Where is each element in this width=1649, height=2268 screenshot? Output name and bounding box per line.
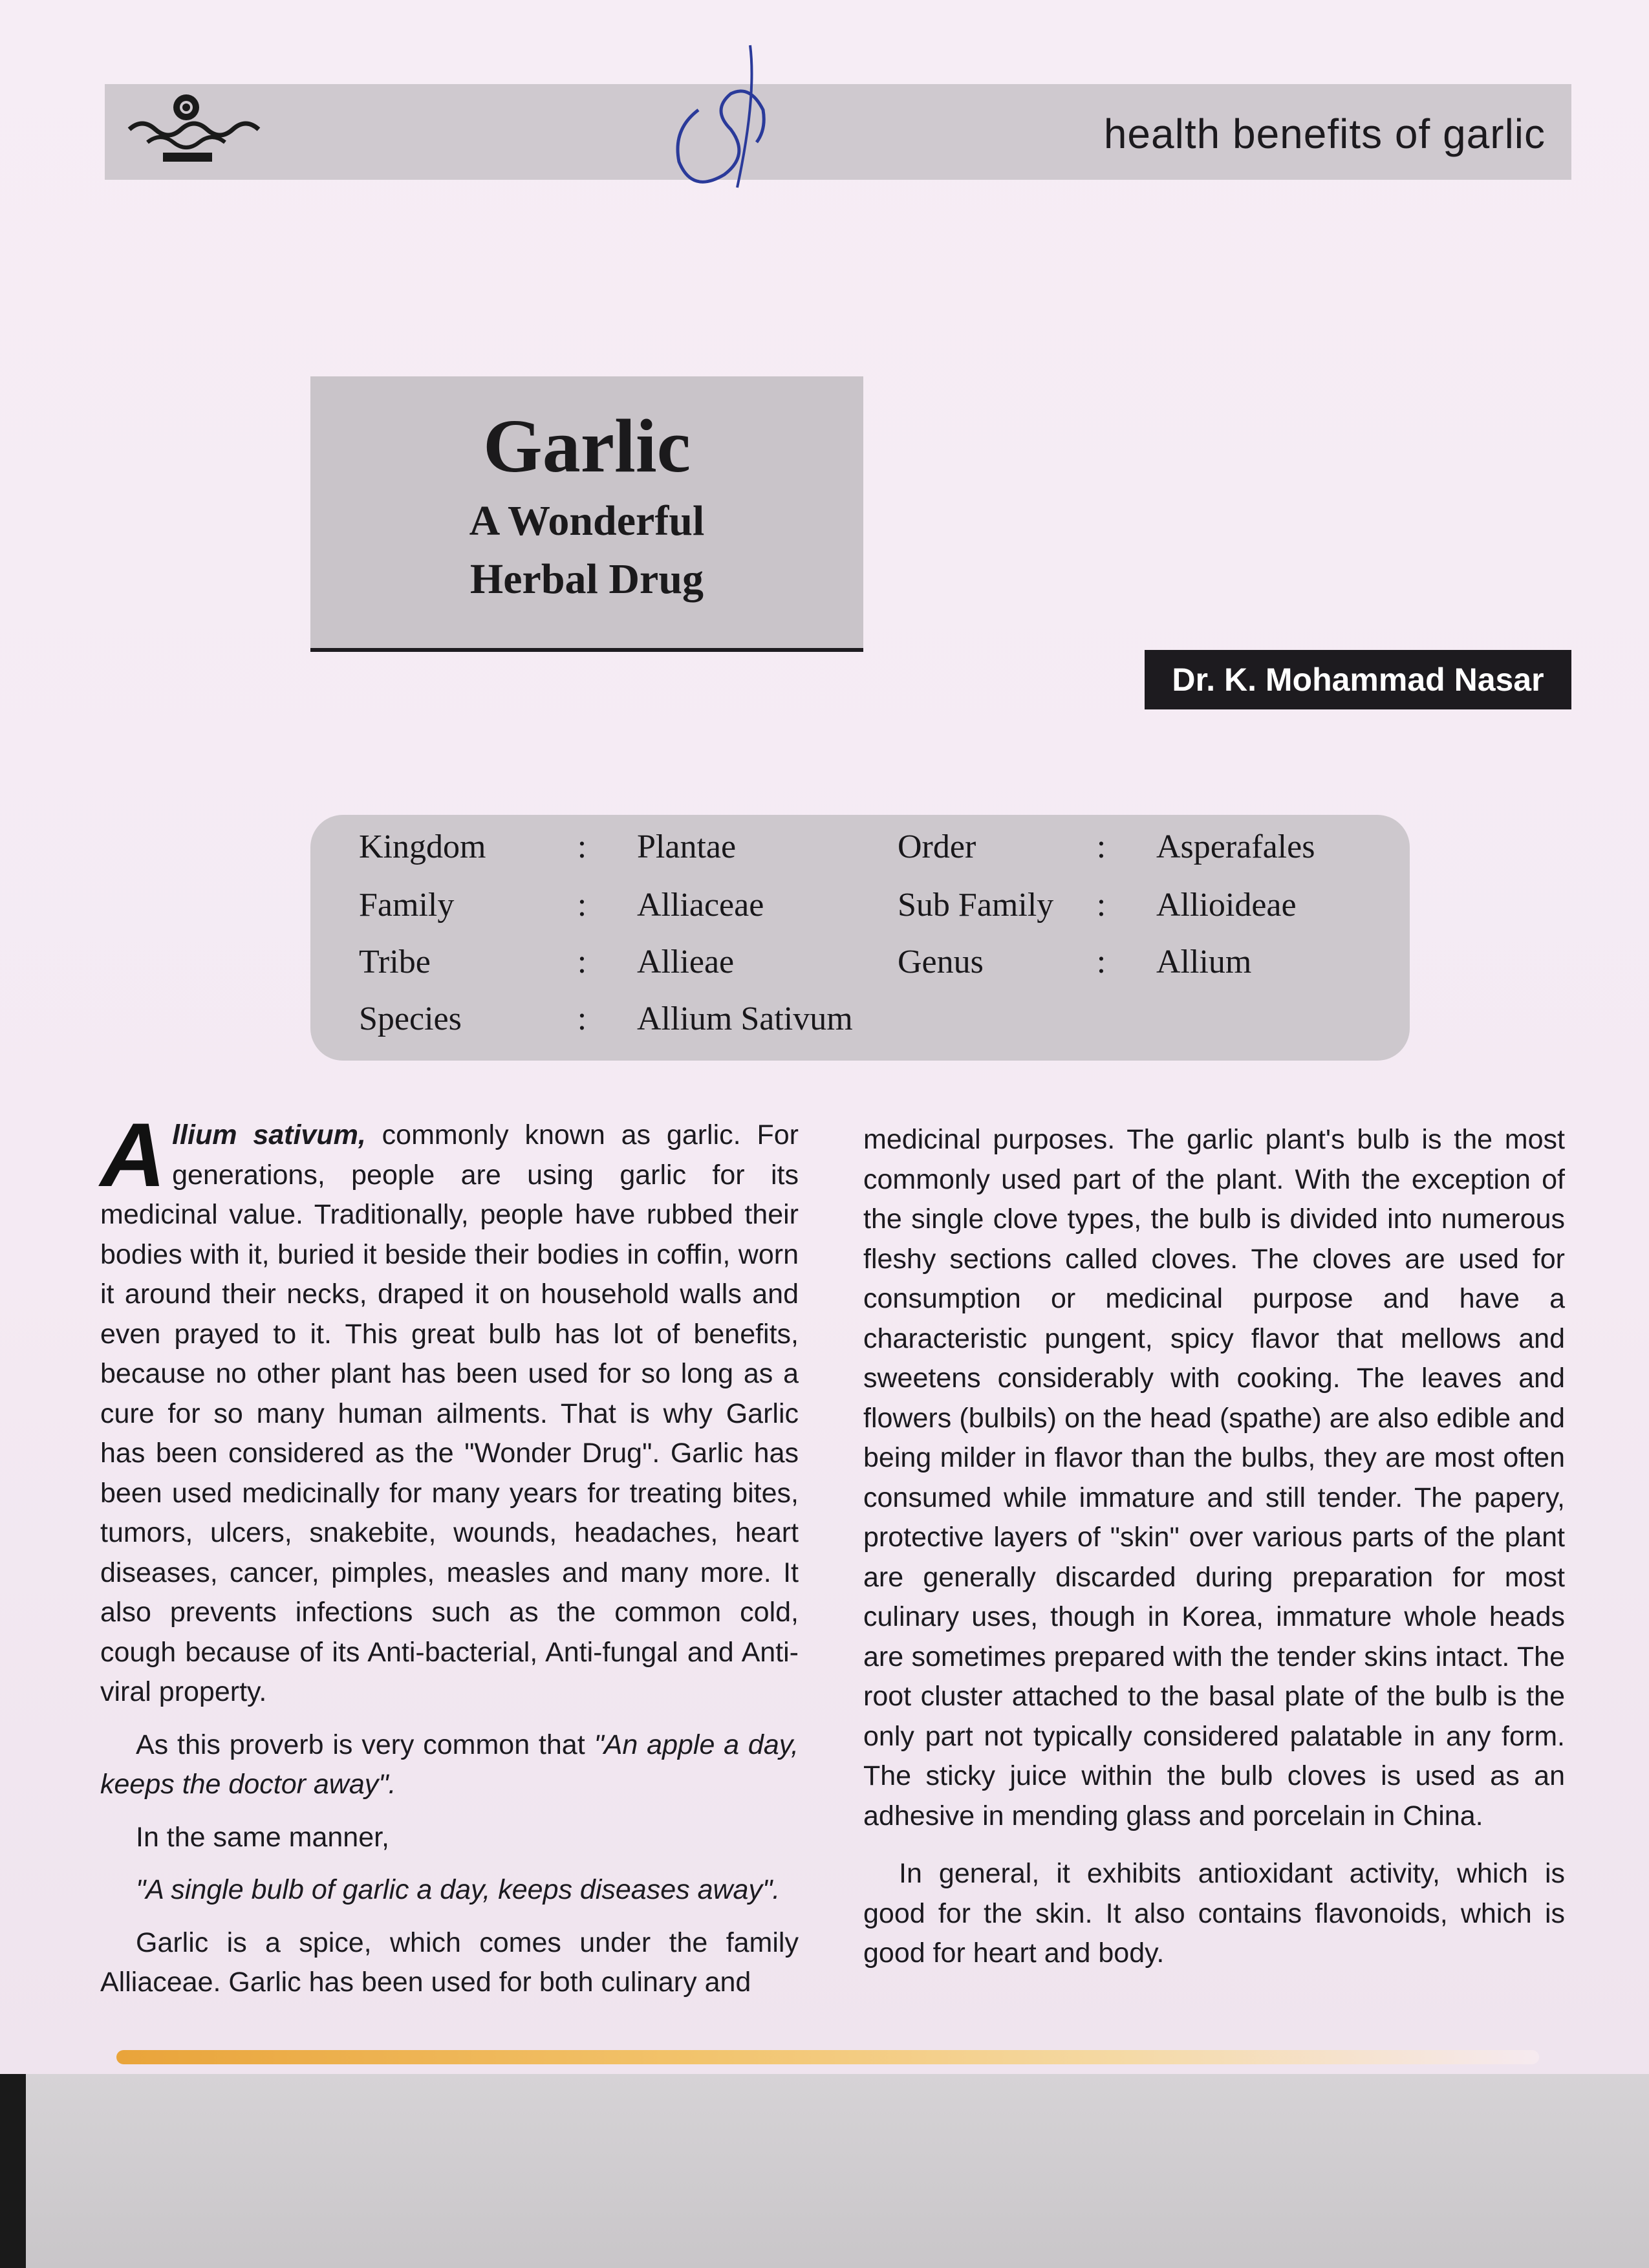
classification-key: Order [898,828,976,865]
page-mark-text: 8 [763,182,767,189]
title-box [310,376,863,652]
paragraph: medicinal purposes. The garlic plant's bulb is the most commonly used part of the plant. With the exception of the single clove types, the bulb is divided into numerous fleshy sections called cloves. The cloves are used for consumption or medicinal purpose and have a characteristic pungent, spicy flavor that mellows and sweetens considerably with cooking. The leaves and flowers (bulbils) on the head (spathe) are also edible and being milder in flavor than the bulbs, they are most often consumed while immature and still tender. The papery, protective layers of "skin" over various parts of the plant are generally discarded during preparation for most culinary uses, though in Korea, immature whole heads are sometimes prepared with the tender skins intact. The root cluster attached to the basal plate of the bulb is the only part not typically considered palatable in any form. The sticky juice within the bulb cloves is used as an adhesive in mending glass and porcelain in China. [863,1124,1565,1831]
article-subtitle-line2: Herbal Drug [469,556,704,603]
body-column-right [863,1120,1565,1974]
paragraph: In the same manner, [136,1821,389,1853]
proverb-quote: "An apple a day, keeps the doctor away". [100,1729,799,1800]
classification-colon: : [577,944,587,980]
paragraph: In general, it exhibits antioxidant activity, which is good for the skin. It also contains flavonoids, which is good for heart and body. [863,1858,1565,1969]
footer-strip [116,2050,1539,2064]
article-title: Garlic [482,404,691,488]
classification-key: Tribe [359,944,431,980]
classification-key: Kingdom [359,828,486,865]
classification-colon: : [577,887,587,923]
paragraph: Garlic is a spice, which comes under the family Alliaceae. Garlic has been used for both culinary and [100,1927,799,1998]
paragraph [100,1104,799,1712]
body-column-left [100,1104,799,2003]
classification-value: Plantae [637,828,737,865]
proverb-quote: "A single bulb of garlic a day, keeps diseases away". [136,1874,781,1905]
classification-value: Allium [1156,944,1252,980]
classification-colon: : [577,828,587,865]
handwritten-page-mark [653,39,802,194]
paragraph [100,1725,799,1805]
classification-value: Allioideae [1156,887,1297,923]
classification-box [310,815,1410,1061]
classification-key: Sub Family [898,887,1054,923]
classification-key: Genus [898,944,984,980]
lead-term: llium sativum, [172,1119,366,1150]
magazine-logo-icon [123,89,272,173]
classification-key: Family [359,887,455,923]
classification-value: Alliaceae [637,887,764,923]
scanner-background [0,2074,1649,2268]
scanner-edge [0,2074,26,2268]
classification-value: Asperafales [1156,828,1315,865]
article-subtitle-line1: A Wonderful [469,497,705,545]
classification-value: Allieae [637,944,735,980]
classification-colon: : [1096,828,1106,865]
classification-colon: : [1096,944,1106,980]
paragraph-text: As this proverb is very common that [136,1729,594,1760]
classification-value: Allium Sativum [637,1000,853,1037]
classification-key: Species [359,1000,462,1037]
classification-colon: : [577,1000,587,1037]
classification-colon: : [1096,887,1106,923]
paragraph-text: commonly known as garlic. For generations, people are using garlic for its medicinal value. Traditionally, people have rubbed their bodies with it, buried it beside their bodies in coffin, worn it around their necks, draped it on household walls and even prayed to it. This great bulb has lot of benefits, because no other plant has been used for so long as a cure for so many human ailments. That is why Garlic has been considered as the "Wonder Drug". Garlic has been used medicinally for many years for treating bites, tumors, ulcers, snakebite, wounds, headaches, heart diseases, cancer, pimples, measles and many more. It also prevents infections such as the common cold, cough because of its Anti-bacterial, Anti-fungal and Anti-viral property. [100,1119,799,1707]
author-badge: Dr. K. Mohammad Nasar [1145,650,1571,709]
drop-cap: A [100,1104,166,1205]
section-title: health benefits of garlic [1103,111,1546,157]
